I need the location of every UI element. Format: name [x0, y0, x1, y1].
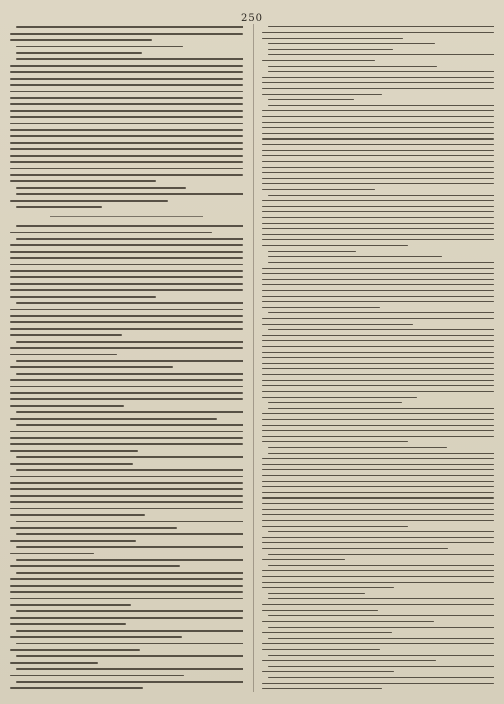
- text-line: [262, 200, 495, 201]
- text-line: [262, 38, 404, 39]
- text-line: [268, 593, 366, 594]
- text-line: [262, 391, 495, 392]
- text-line: [268, 447, 447, 448]
- text-line: [10, 232, 212, 234]
- text-line: [16, 559, 243, 561]
- text-line: [262, 542, 495, 543]
- text-line: [10, 540, 136, 542]
- text-line: [10, 495, 243, 497]
- text-line: [10, 200, 168, 202]
- text-line: [10, 65, 243, 67]
- text-line: [10, 386, 243, 388]
- text-line: [10, 431, 243, 433]
- text-line: [10, 283, 243, 285]
- text-line: [262, 155, 495, 156]
- text-line: [10, 463, 133, 465]
- text-line: [268, 615, 495, 616]
- text-line: [262, 425, 495, 426]
- text-line: [268, 49, 394, 50]
- text-line: [262, 363, 495, 364]
- text-columns: [10, 24, 494, 692]
- text-line: [10, 662, 98, 664]
- text-line: [268, 453, 495, 454]
- text-line: [10, 450, 138, 452]
- text-line: [10, 110, 243, 112]
- text-line: [16, 424, 243, 426]
- text-line: [268, 638, 495, 639]
- text-line: [262, 610, 378, 611]
- text-line: [10, 39, 152, 41]
- text-line: [10, 180, 156, 182]
- text-line: [262, 497, 495, 498]
- text-line: [262, 374, 495, 375]
- text-line: [10, 289, 243, 291]
- text-line: [262, 110, 495, 111]
- text-line: [10, 244, 243, 246]
- text-line: [16, 238, 243, 240]
- text-line: [262, 688, 383, 689]
- text-line: [262, 436, 495, 437]
- text-line: [268, 598, 495, 599]
- text-line: [10, 514, 145, 516]
- text-line: [262, 464, 495, 465]
- text-line: [262, 537, 495, 538]
- section-divider: [50, 216, 203, 217]
- text-line: [262, 161, 495, 162]
- text-line: [262, 526, 408, 527]
- text-line: [268, 655, 495, 656]
- text-line: [10, 527, 177, 529]
- text-line: [10, 418, 217, 420]
- text-line: [10, 585, 243, 587]
- text-line: [16, 302, 243, 304]
- text-line: [16, 572, 243, 574]
- text-line: [262, 621, 434, 622]
- text-line: [262, 228, 495, 229]
- text-line: [262, 683, 495, 684]
- text-line: [268, 195, 495, 196]
- text-line: [16, 193, 243, 195]
- text-line: [262, 469, 495, 470]
- text-line: [262, 352, 495, 353]
- text-line: [262, 211, 495, 212]
- text-line: [262, 217, 495, 218]
- text-line: [10, 501, 243, 503]
- text-line: [10, 443, 243, 445]
- text-line: [10, 392, 243, 394]
- text-line: [268, 677, 495, 678]
- text-line: [10, 321, 243, 323]
- text-line: [10, 71, 243, 73]
- text-line: [262, 290, 495, 291]
- text-line: [10, 251, 243, 253]
- text-line: [262, 481, 495, 482]
- text-line: [10, 476, 243, 478]
- text-line: [262, 582, 495, 583]
- text-line: [268, 408, 495, 409]
- text-line: [16, 456, 243, 458]
- text-line: [262, 385, 495, 386]
- text-line: [262, 144, 495, 145]
- text-line: [268, 71, 495, 72]
- text-line: [268, 565, 495, 566]
- text-line: [262, 587, 395, 588]
- text-line: [268, 43, 435, 44]
- text-line: [10, 508, 243, 510]
- text-line: [268, 627, 495, 628]
- text-line: [10, 315, 243, 317]
- text-line: [10, 379, 243, 381]
- text-line: [10, 598, 243, 600]
- text-line: [268, 262, 495, 263]
- text-line: [268, 256, 442, 257]
- text-line: [16, 521, 243, 523]
- text-line: [16, 225, 243, 227]
- text-line: [262, 94, 383, 95]
- text-line: [10, 168, 243, 170]
- text-line: [262, 570, 495, 571]
- text-line: [262, 77, 495, 78]
- text-line: [10, 405, 124, 407]
- text-line: [262, 172, 495, 173]
- text-line: [262, 82, 495, 83]
- text-line: [16, 546, 243, 548]
- text-line: [10, 687, 143, 689]
- text-line: [262, 346, 495, 347]
- text-line: [262, 486, 495, 487]
- text-line: [10, 78, 243, 80]
- text-line: [262, 632, 392, 633]
- text-line: [262, 122, 495, 123]
- text-line: [16, 360, 243, 362]
- text-line: [268, 312, 495, 313]
- text-line: [262, 380, 495, 381]
- text-line: [268, 26, 495, 27]
- text-line: [10, 398, 243, 400]
- text-line: [16, 643, 243, 645]
- text-line: [262, 223, 495, 224]
- text-line: [10, 591, 243, 593]
- text-line: [262, 296, 495, 297]
- text-line: [262, 576, 495, 577]
- text-line: [16, 469, 243, 471]
- text-line: [10, 33, 243, 35]
- text-line: [10, 347, 243, 349]
- text-line: [262, 167, 495, 168]
- text-line: [10, 623, 126, 625]
- text-line: [262, 88, 495, 89]
- text-line: [262, 307, 381, 308]
- text-line: [262, 245, 408, 246]
- text-line: [16, 681, 243, 683]
- text-line: [16, 373, 243, 375]
- text-line: [10, 276, 243, 278]
- text-line: [10, 636, 182, 638]
- text-line: [262, 509, 495, 510]
- text-line: [10, 675, 184, 677]
- text-line: [10, 103, 243, 105]
- text-line: [268, 54, 495, 55]
- text-line: [262, 234, 495, 235]
- text-line: [10, 123, 243, 125]
- text-line: [262, 475, 495, 476]
- text-line: [262, 335, 495, 336]
- text-line: [262, 279, 495, 280]
- text-line: [262, 324, 413, 325]
- text-line: [10, 488, 243, 490]
- text-line: [16, 533, 243, 535]
- text-line: [262, 268, 495, 269]
- text-line: [262, 127, 495, 128]
- text-line: [10, 565, 180, 567]
- text-line: [262, 413, 495, 414]
- text-line: [262, 492, 495, 493]
- text-line: [10, 553, 94, 555]
- text-line: [268, 666, 495, 667]
- text-line: [262, 548, 448, 549]
- text-line: [10, 270, 243, 272]
- right-column: [253, 24, 495, 692]
- text-line: [10, 578, 243, 580]
- text-line: [262, 32, 495, 33]
- text-line: [10, 129, 243, 131]
- text-line: [262, 604, 495, 605]
- text-line: [10, 116, 243, 118]
- text-line: [10, 649, 140, 651]
- text-line: [10, 135, 243, 137]
- text-line: [10, 264, 243, 266]
- text-line: [262, 458, 495, 459]
- text-line: [10, 148, 243, 150]
- text-line: [10, 155, 243, 157]
- text-line: [262, 318, 495, 319]
- text-line: [16, 58, 243, 60]
- text-line: [268, 105, 495, 106]
- text-line: [262, 206, 495, 207]
- left-column: [10, 24, 243, 692]
- text-line: [268, 554, 495, 555]
- page-number: 250: [240, 12, 264, 24]
- text-line: [262, 284, 495, 285]
- text-line: [262, 340, 495, 341]
- text-line: [262, 649, 381, 650]
- text-line: [10, 604, 131, 606]
- text-line: [262, 189, 376, 190]
- text-line: [268, 531, 495, 532]
- text-line: [262, 357, 495, 358]
- text-line: [16, 206, 102, 208]
- text-line: [16, 610, 243, 612]
- text-line: [10, 437, 243, 439]
- text-line: [262, 643, 495, 644]
- text-line: [262, 183, 495, 184]
- text-line: [10, 366, 173, 368]
- text-line: [10, 84, 243, 86]
- text-line: [10, 334, 122, 336]
- text-line: [262, 503, 495, 504]
- text-line: [16, 655, 243, 657]
- text-line: [262, 273, 495, 274]
- text-line: [262, 660, 436, 661]
- text-line: [262, 239, 495, 240]
- text-line: [16, 26, 243, 28]
- text-line: [262, 430, 495, 431]
- text-line: [262, 138, 495, 139]
- text-line: [10, 91, 243, 93]
- text-line: [268, 329, 495, 330]
- text-line: [262, 368, 495, 369]
- text-line: [262, 441, 408, 442]
- text-line: [10, 328, 243, 330]
- text-line: [16, 668, 243, 670]
- text-line: [262, 514, 495, 515]
- text-line: [262, 301, 495, 302]
- text-line: [10, 174, 243, 176]
- text-line: [10, 617, 243, 619]
- text-line: [262, 60, 376, 61]
- text-line: [16, 187, 186, 189]
- text-line: [262, 133, 495, 134]
- text-line: [10, 354, 117, 356]
- text-line: [262, 150, 495, 151]
- text-line: [10, 161, 243, 163]
- text-line: [16, 411, 243, 413]
- text-line: [10, 309, 243, 311]
- text-line: [10, 142, 243, 144]
- text-line: [10, 97, 243, 99]
- text-line: [262, 520, 495, 521]
- text-line: [10, 257, 243, 259]
- text-line: [16, 630, 243, 632]
- text-line: [16, 341, 243, 343]
- text-line: [262, 559, 346, 560]
- text-line: [268, 99, 354, 100]
- text-line: [268, 402, 403, 403]
- text-line: [262, 397, 418, 398]
- text-line: [262, 419, 495, 420]
- text-line: [262, 178, 495, 179]
- text-line: [16, 46, 183, 48]
- text-line: [10, 296, 156, 298]
- text-line: [262, 671, 395, 672]
- text-line: [16, 52, 142, 54]
- text-line: [262, 116, 495, 117]
- text-line: [268, 251, 356, 252]
- text-line: [10, 482, 243, 484]
- text-line: [268, 66, 438, 67]
